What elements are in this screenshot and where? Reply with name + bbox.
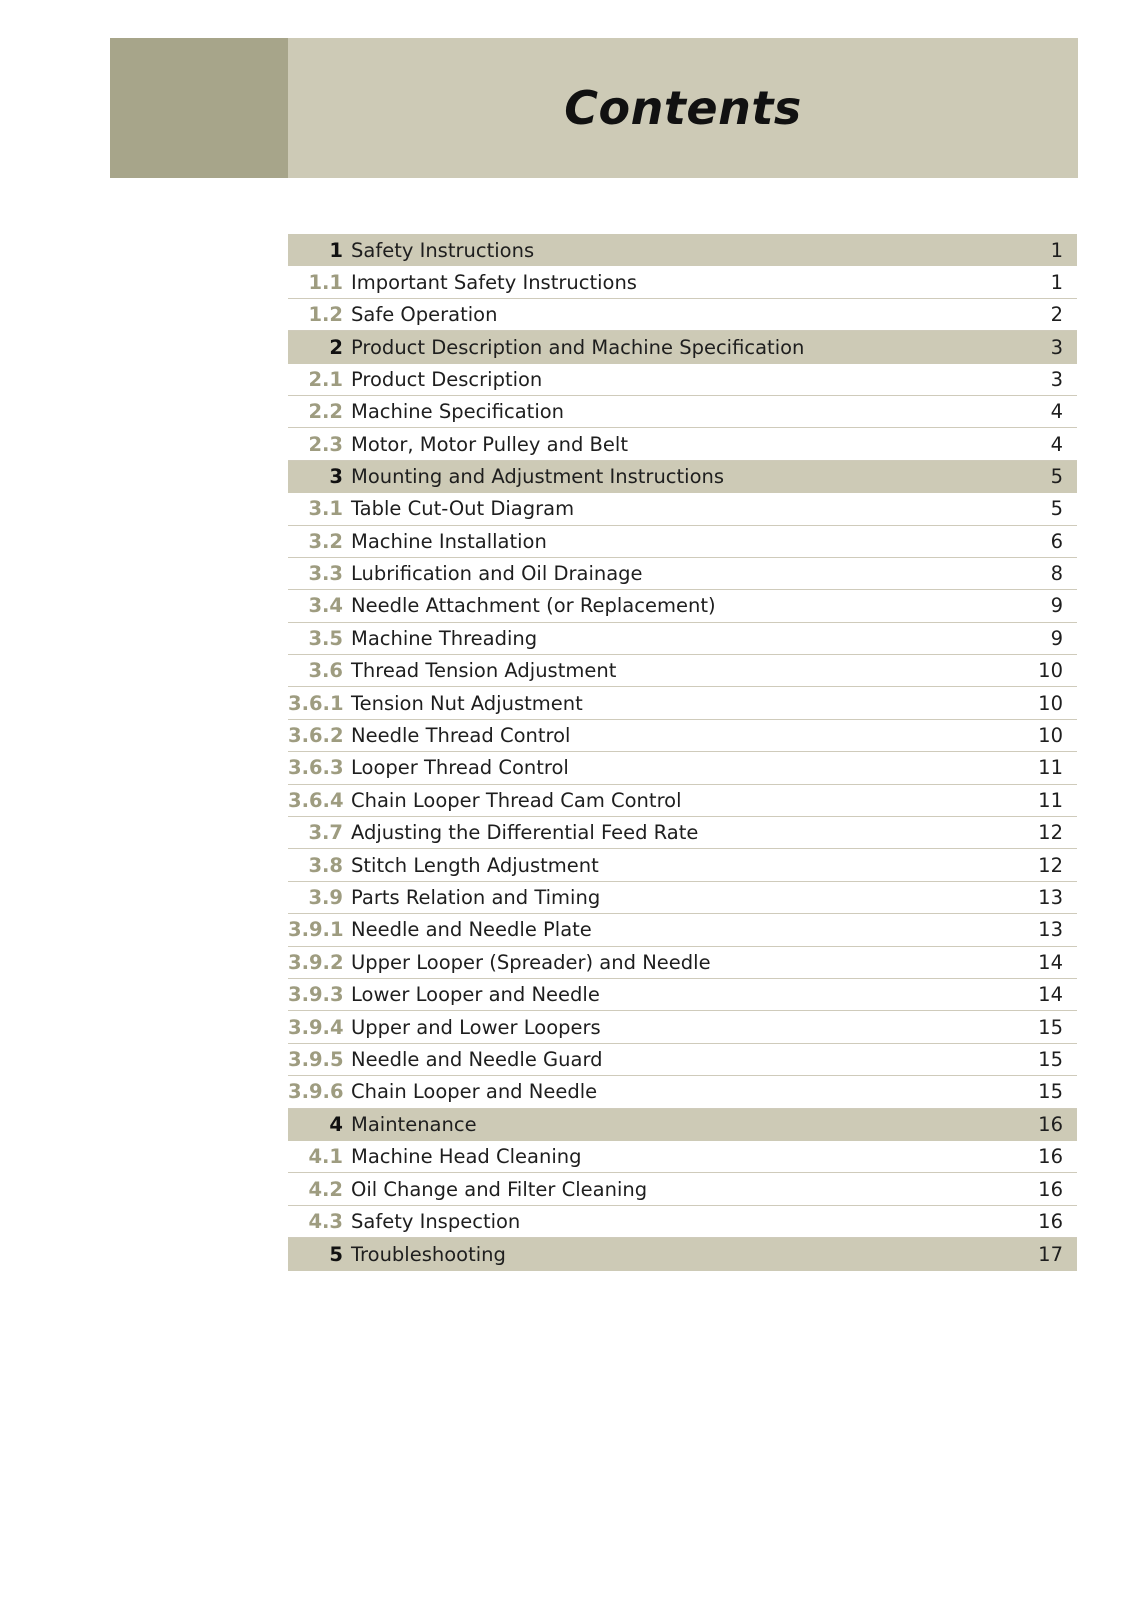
toc-entry-title: Maintenance bbox=[351, 1113, 477, 1137]
toc-section-row[interactable] bbox=[288, 396, 1077, 428]
toc-entry-page: 15 bbox=[1038, 1080, 1063, 1104]
toc-entry-number: 5 bbox=[329, 1242, 343, 1266]
toc-entry-title: Looper Thread Control bbox=[351, 756, 569, 780]
toc-entry-title: Stitch Length Adjustment bbox=[351, 853, 599, 877]
toc-entry-number: 3.6.3 bbox=[288, 756, 344, 780]
toc-entry-page: 12 bbox=[1038, 853, 1063, 877]
toc-entry-number: 3.8 bbox=[308, 853, 343, 877]
toc-entry-page: 12 bbox=[1038, 821, 1063, 845]
toc-entry-page: 5 bbox=[1050, 465, 1063, 489]
toc-entry-title: Machine Installation bbox=[351, 529, 547, 553]
toc-entry-number: 3.2 bbox=[308, 529, 343, 553]
toc-entry-page: 1 bbox=[1050, 270, 1063, 294]
toc-entry-title: Table Cut-Out Diagram bbox=[351, 497, 575, 521]
toc-chapter-row[interactable] bbox=[288, 1238, 1077, 1270]
toc-entry-title: Product Description bbox=[351, 367, 543, 391]
toc-entry-number: 3.6 bbox=[308, 659, 343, 683]
toc-entry-page: 10 bbox=[1038, 724, 1063, 748]
toc-entry-title: Needle Attachment (or Replacement) bbox=[351, 594, 716, 618]
toc-entry-page: 3 bbox=[1050, 335, 1063, 359]
toc-entry-page: 10 bbox=[1038, 691, 1063, 715]
toc-entry-page: 4 bbox=[1050, 400, 1063, 424]
toc-entry-number: 3 bbox=[329, 465, 343, 489]
toc-entry-number: 3.9.5 bbox=[288, 1047, 344, 1071]
toc-section-row[interactable] bbox=[288, 752, 1077, 784]
toc-entry-page: 14 bbox=[1038, 950, 1063, 974]
toc-entry-page: 2 bbox=[1050, 302, 1063, 326]
toc-section-row[interactable] bbox=[288, 364, 1077, 396]
toc-entry-number: 4.2 bbox=[308, 1177, 343, 1201]
toc-chapter-row[interactable] bbox=[288, 331, 1077, 363]
toc-entry-title: Mounting and Adjustment Instructions bbox=[351, 465, 725, 489]
toc-entry-page: 9 bbox=[1050, 626, 1063, 650]
toc-entry-title: Motor, Motor Pulley and Belt bbox=[351, 432, 628, 456]
toc-entry-number: 2 bbox=[329, 335, 343, 359]
toc-entry-number: 3.6.4 bbox=[288, 788, 344, 812]
toc-section-row[interactable] bbox=[288, 817, 1077, 849]
toc-entry-page: 16 bbox=[1038, 1209, 1063, 1233]
toc-entry-title: Needle and Needle Plate bbox=[351, 918, 592, 942]
toc-entry-title: Thread Tension Adjustment bbox=[351, 659, 617, 683]
toc-entry-title: Machine Threading bbox=[351, 626, 538, 650]
toc-entry-page: 10 bbox=[1038, 659, 1063, 683]
toc-entry-title: Important Safety Instructions bbox=[351, 270, 637, 294]
toc-entry-page: 14 bbox=[1038, 983, 1063, 1007]
toc-entry-page: 13 bbox=[1038, 918, 1063, 942]
toc-section-row[interactable] bbox=[288, 849, 1077, 881]
toc-entry-page: 15 bbox=[1038, 1047, 1063, 1071]
toc-entry-title: Safe Operation bbox=[351, 302, 498, 326]
toc-entry-number: 4 bbox=[329, 1113, 343, 1137]
toc-chapter-row[interactable] bbox=[288, 461, 1077, 493]
toc-section-row[interactable] bbox=[288, 947, 1077, 979]
header-accent-block bbox=[110, 38, 288, 178]
toc-section-row[interactable] bbox=[288, 428, 1077, 460]
toc-entry-number: 2.1 bbox=[308, 367, 343, 391]
toc-entry-number: 3.7 bbox=[308, 821, 343, 845]
toc-entry-number: 1.2 bbox=[308, 302, 343, 326]
toc-section-row[interactable] bbox=[288, 526, 1077, 558]
toc-chapter-row[interactable] bbox=[288, 234, 1077, 266]
toc-entry-title: Lubrification and Oil Drainage bbox=[351, 562, 643, 586]
toc-entry-number: 3.9 bbox=[308, 886, 343, 909]
toc-entry-number: 3.9.4 bbox=[288, 1015, 344, 1039]
toc-section-row[interactable] bbox=[288, 655, 1077, 687]
toc-section-row[interactable] bbox=[288, 882, 1077, 914]
toc-chapter-row[interactable] bbox=[288, 1109, 1077, 1141]
toc-section-row[interactable] bbox=[288, 979, 1077, 1011]
toc-entry-number: 1 bbox=[329, 238, 343, 262]
toc-entry-page: 17 bbox=[1038, 1242, 1063, 1266]
toc-entry-page: 11 bbox=[1038, 756, 1063, 780]
toc-entry-title: Chain Looper and Needle bbox=[351, 1080, 598, 1104]
toc-entry-page: 16 bbox=[1038, 1177, 1063, 1201]
toc-entry-page: 13 bbox=[1038, 886, 1063, 909]
toc-section-row[interactable] bbox=[288, 1141, 1077, 1173]
toc-section-row[interactable] bbox=[288, 1076, 1077, 1108]
toc-entry-title: Needle Thread Control bbox=[351, 724, 571, 748]
toc-section-row[interactable] bbox=[288, 266, 1077, 298]
toc-entry-number: 3.9.1 bbox=[288, 918, 344, 942]
toc-section-row[interactable] bbox=[288, 493, 1077, 525]
toc-entry-number: 3.5 bbox=[308, 626, 343, 650]
toc-entry-page: 8 bbox=[1050, 562, 1063, 586]
toc-entry-title: Oil Change and Filter Cleaning bbox=[351, 1177, 648, 1201]
toc-entry-number: 4.1 bbox=[308, 1145, 343, 1169]
toc-entry-title: Parts Relation and Timing bbox=[351, 886, 601, 909]
toc-entry-number: 2.3 bbox=[308, 432, 343, 456]
toc-section-row[interactable] bbox=[288, 720, 1077, 752]
toc-entry-page: 3 bbox=[1050, 367, 1063, 391]
toc-entry-page: 9 bbox=[1050, 594, 1063, 618]
toc-entry-number: 3.3 bbox=[308, 562, 343, 586]
table-of-contents bbox=[288, 234, 1077, 1271]
toc-section-row[interactable] bbox=[288, 1173, 1077, 1205]
toc-entry-page: 1 bbox=[1050, 238, 1063, 262]
toc-entry-title: Troubleshooting bbox=[351, 1242, 506, 1266]
toc-entry-title: Adjusting the Differential Feed Rate bbox=[351, 821, 699, 845]
toc-section-row[interactable] bbox=[288, 299, 1077, 331]
toc-entry-page: 11 bbox=[1038, 788, 1063, 812]
toc-section-row[interactable] bbox=[288, 558, 1077, 590]
toc-entry-number: 3.6.2 bbox=[288, 724, 344, 748]
toc-entry-title: Needle and Needle Guard bbox=[351, 1047, 603, 1071]
toc-entry-number: 3.9.2 bbox=[288, 950, 344, 974]
toc-entry-number: 3.9.6 bbox=[288, 1080, 344, 1104]
toc-entry-title: Machine Head Cleaning bbox=[351, 1145, 582, 1169]
toc-entry-number: 3.9.3 bbox=[288, 983, 344, 1007]
toc-entry-number: 3.1 bbox=[308, 497, 343, 521]
toc-entry-title: Upper Looper (Spreader) and Needle bbox=[351, 950, 711, 974]
toc-entry-title: Lower Looper and Needle bbox=[351, 983, 600, 1007]
toc-entry-page: 4 bbox=[1050, 432, 1063, 456]
toc-entry-page: 16 bbox=[1038, 1113, 1063, 1137]
toc-section-row[interactable] bbox=[288, 1206, 1077, 1238]
toc-entry-number: 2.2 bbox=[308, 400, 343, 424]
toc-entry-page: 5 bbox=[1050, 497, 1063, 521]
toc-section-row[interactable] bbox=[288, 687, 1077, 719]
toc-section-row[interactable] bbox=[288, 785, 1077, 817]
header-title-band bbox=[288, 38, 1078, 178]
contents-header bbox=[110, 38, 1078, 178]
toc-entry-title: Upper and Lower Loopers bbox=[351, 1015, 601, 1039]
toc-entry-page: 15 bbox=[1038, 1015, 1063, 1039]
toc-entry-page: 16 bbox=[1038, 1145, 1063, 1169]
toc-entry-number: 3.4 bbox=[308, 594, 343, 618]
toc-section-row[interactable] bbox=[288, 1011, 1077, 1043]
toc-section-row[interactable] bbox=[288, 914, 1077, 946]
toc-entry-title: Safety Instructions bbox=[351, 238, 535, 262]
toc-entry-title: Chain Looper Thread Cam Control bbox=[351, 788, 682, 812]
toc-entry-title: Safety Inspection bbox=[351, 1209, 521, 1233]
toc-entry-number: 4.3 bbox=[308, 1209, 343, 1233]
page-title: Contents bbox=[564, 81, 802, 135]
toc-entry-title: Machine Specification bbox=[351, 400, 565, 424]
toc-entry-number: 1.1 bbox=[308, 270, 343, 294]
toc-entry-title: Tension Nut Adjustment bbox=[351, 691, 583, 715]
toc-entry-title: Product Description and Machine Specification bbox=[351, 335, 805, 359]
toc-entry-page: 6 bbox=[1050, 529, 1063, 553]
toc-section-row[interactable] bbox=[288, 1044, 1077, 1076]
toc-section-row[interactable] bbox=[288, 590, 1077, 622]
toc-entry-number: 3.6.1 bbox=[288, 691, 344, 715]
toc-section-row[interactable] bbox=[288, 623, 1077, 655]
